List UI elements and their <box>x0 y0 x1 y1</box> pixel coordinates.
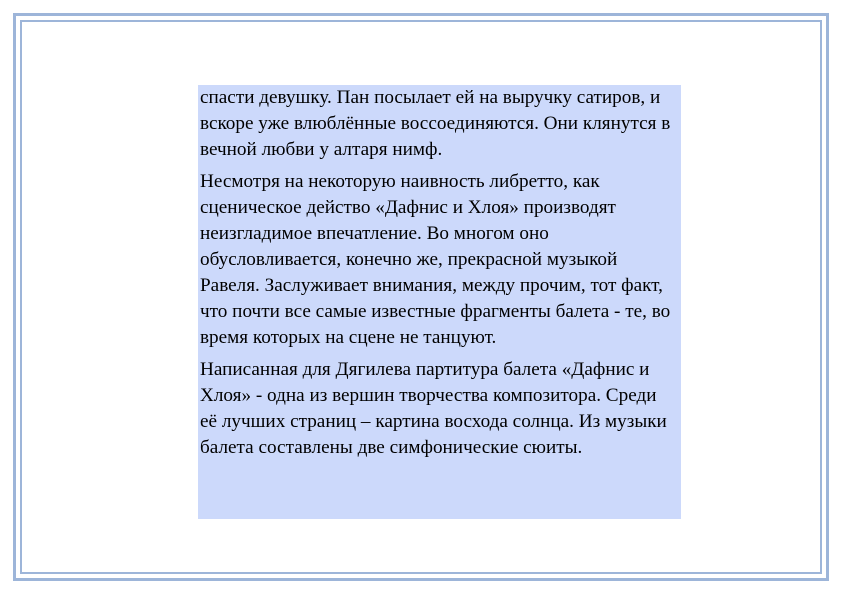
paragraph-1: спасти девушку. Пан посылает ей на выручку сатиров, и вскоре уже влюблённые воссоединяются. Они клянутся в вечной любви у алтаря нимф. <box>200 87 671 160</box>
paragraph-2: Несмотря на некоторую наивность либретто, как сценическое действо «Дафнис и Хлоя» производят неизгладимое впечатление. Во многом оно обусловливается, конечно же, прекрасной музыкой Равеля. Заслуживает внимания, между прочим, тот факт, что почти все самые известные фрагменты балета - те, во время которых на сцене не танцуют. <box>200 171 671 348</box>
text-block <box>198 85 681 519</box>
paragraph-3: Написанная для Дягилева партитура балета «Дафнис и Хлоя» - одна из вершин творчества композитора. Среди её лучших страниц – картина восхода солнца. Из музыки балета составлены две симфонические сюиты. <box>200 359 667 458</box>
